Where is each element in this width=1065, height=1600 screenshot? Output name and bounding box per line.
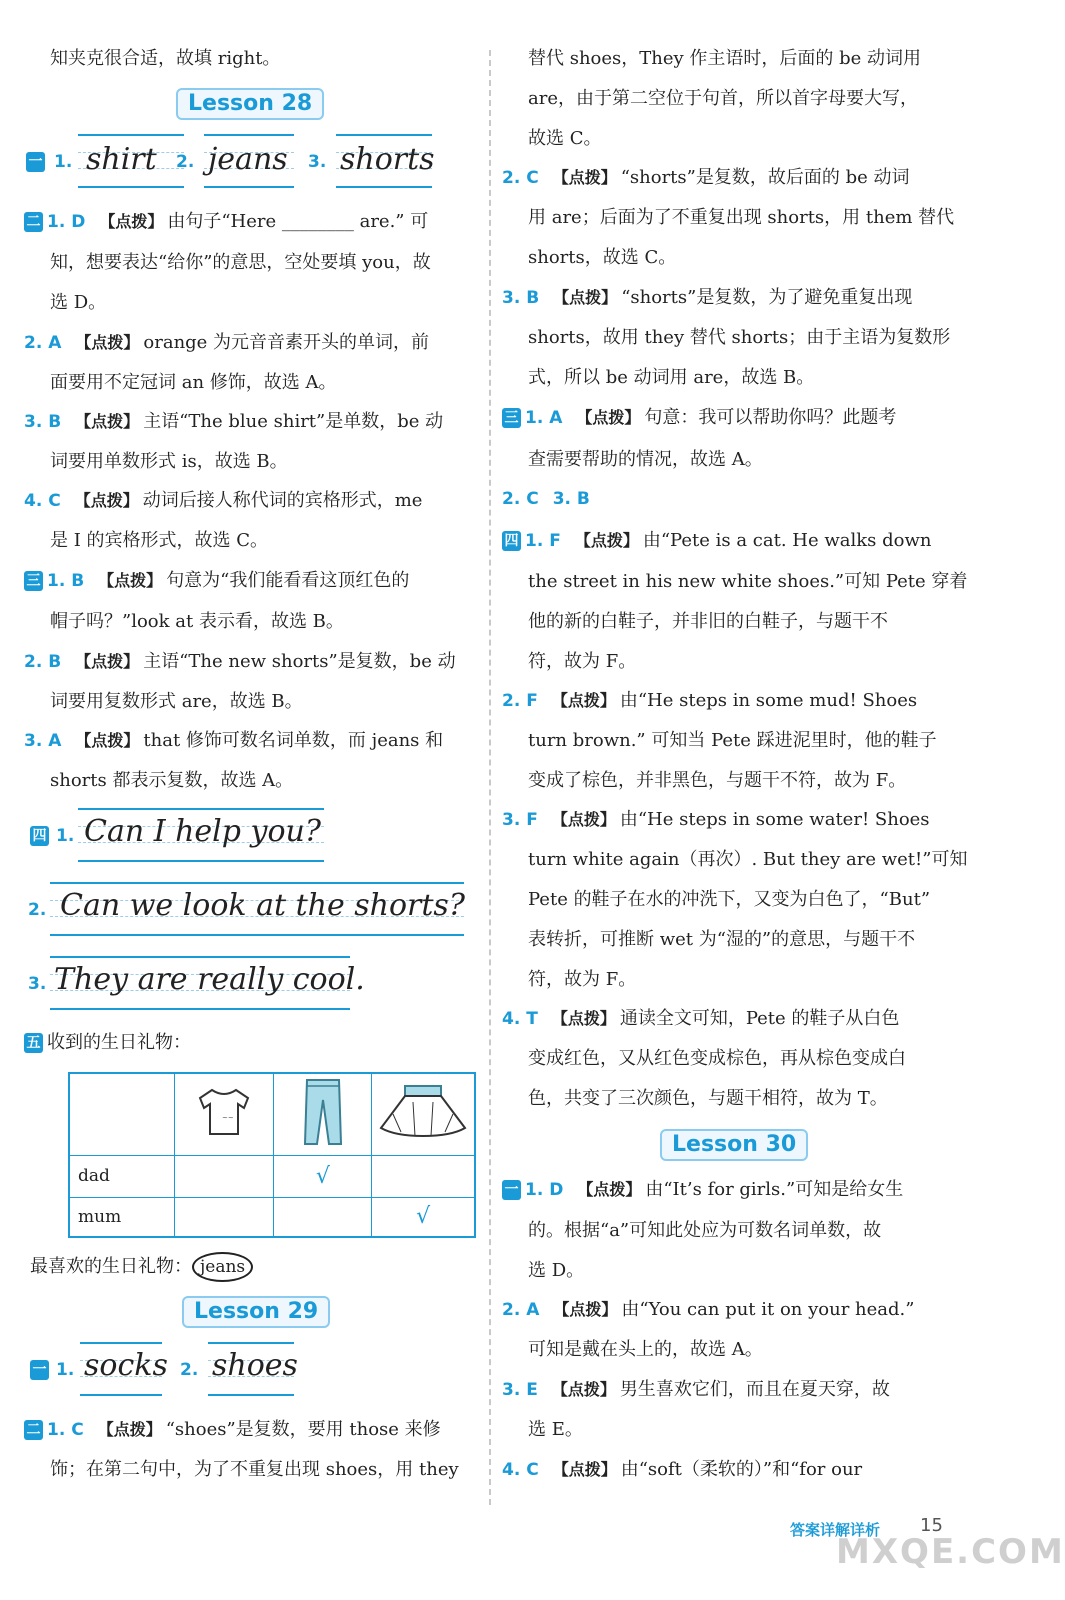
explanation-text: 由“It’s for girls.”可知是给女生	[645, 1179, 904, 1200]
lesson-28-title: Lesson 28	[176, 88, 324, 120]
explanation-line: 是 I 的宾格形式，故选 C。	[50, 530, 269, 551]
word-number: 2.	[176, 152, 195, 172]
explanation-line: turn white again（再次）. But they are wet!”可知	[528, 849, 968, 870]
explanation-line: 用 are；后面为了不重复出现 shorts，用 them 替代	[528, 207, 955, 228]
answer-line	[502, 689, 954, 713]
gift-table	[68, 1072, 476, 1238]
answer-key: 2. A	[24, 333, 62, 353]
answer-key: 1. D	[525, 1180, 564, 1200]
favorite-gift-line	[30, 1252, 476, 1282]
lesson-29-title: Lesson 29	[182, 1296, 330, 1328]
t-shirt-icon	[174, 1073, 274, 1155]
explanation-line: 查需要帮助的情况，故选 A。	[528, 449, 763, 470]
explanation-text: 动词后接人称代词的宾格形式，me	[142, 490, 423, 511]
answer-line	[502, 529, 954, 553]
table-row	[69, 1197, 475, 1237]
hint-label: 【点拨】	[75, 731, 140, 750]
row-label: dad	[69, 1155, 174, 1197]
jeans-icon	[274, 1073, 372, 1155]
section-badge-4: 四	[30, 826, 49, 846]
row-label: mum	[69, 1197, 174, 1237]
explanation-line: the street in his new white shoes.”可知 Pete 穿着	[528, 571, 968, 592]
section-badge-5: 五	[24, 1033, 43, 1053]
check-cell	[372, 1155, 475, 1197]
hint-label: 【点拨】	[98, 571, 163, 590]
word-number: 2.	[180, 1360, 199, 1380]
section-title: 收到的生日礼物：	[47, 1032, 191, 1053]
handwritten-sentence: Can we look at the shorts?	[60, 888, 465, 923]
hint-label: 【点拨】	[74, 491, 139, 510]
hint-label: 【点拨】	[75, 652, 140, 671]
explanation-line: 替代 shoes，They 作主语时，后面的 be 动词用	[528, 48, 922, 69]
answer-key: 2. C	[502, 168, 539, 188]
answer-line	[24, 210, 476, 234]
hint-label: 【点拨】	[552, 168, 617, 187]
explanation-line: are，由于第二空位于句首，所以首字母要大写，	[528, 88, 918, 109]
explanation-text: “shoes”是复数，要用 those 来修	[165, 1419, 441, 1440]
hint-label: 【点拨】	[75, 412, 140, 431]
check-cell	[274, 1197, 372, 1237]
section-badge-3: 三	[24, 571, 43, 591]
hint-label: 【点拨】	[576, 408, 641, 427]
explanation-line: 的。根据“a”可知此处应为可数名词单数，故	[528, 1220, 882, 1241]
answer-key: 1. A	[525, 408, 563, 428]
section-badge-1: 一	[30, 1360, 49, 1380]
answer-line	[502, 1458, 954, 1482]
answer-line	[24, 650, 476, 674]
explanation-text: “shorts”是复数，故后面的 be 动词	[620, 167, 910, 188]
answer-key: 3. A	[24, 731, 62, 751]
explanation-text: 主语“The new shorts”是复数，be 动	[143, 651, 456, 672]
check-cell: √	[372, 1197, 475, 1237]
handwritten-word: jeans	[208, 142, 288, 177]
answer-line	[24, 489, 476, 513]
handwritten-sentence: Can I help you?	[84, 814, 321, 849]
explanation-line: 可知是戴在头上的，故选 A。	[528, 1339, 763, 1360]
explanation-line: 符，故为 F。	[528, 651, 637, 672]
favorite-label: 最喜欢的生日礼物：	[30, 1256, 192, 1277]
explanation-line: 选 D。	[50, 292, 107, 313]
answer-key: 3. E	[502, 1380, 538, 1400]
answer-key: 3. B	[24, 412, 62, 432]
explanation-text: 由“You can put it on your head.”	[621, 1299, 915, 1320]
explanation-text: 由“He steps in some water! Shoes	[619, 809, 930, 830]
hint-label: 【点拨】	[553, 1300, 618, 1319]
table-row	[69, 1155, 475, 1197]
intro-line: 知夹克很合适，故填 right。	[50, 48, 281, 69]
section-5-heading	[24, 1031, 476, 1055]
explanation-text: 通读全文可知，Pete 的鞋子从白色	[619, 1008, 900, 1029]
explanation-line: 表转折，可推断 wet 为“湿的”的意思，与题干不	[528, 929, 916, 950]
explanation-line: 变成红色，又从红色变成棕色，再从棕色变成白	[528, 1048, 906, 1069]
explanation-line: shorts，故用 they 替代 shorts；由于主语为复数形	[528, 327, 951, 348]
watermark: MXQE.COM	[836, 1532, 1065, 1572]
answer-line	[24, 331, 476, 355]
handwritten-word: socks	[84, 1348, 168, 1383]
explanation-line: 帽子吗？”look at 表示看，故选 B。	[50, 611, 344, 632]
answer-key: 2. C	[502, 489, 539, 509]
explanation-text: 男生喜欢它们，而且在夏天穿，故	[619, 1379, 890, 1400]
hint-label: 【点拨】	[99, 212, 164, 231]
check-cell	[174, 1197, 274, 1237]
answer-key: 4. C	[502, 1460, 539, 1480]
explanation-text: 句意：我可以帮助你吗？此题考	[644, 407, 897, 428]
skirt-icon	[372, 1073, 475, 1155]
answer-key: 3. F	[502, 810, 538, 830]
hint-label: 【点拨】	[551, 1009, 616, 1028]
explanation-text: “shorts”是复数，为了避免重复出现	[621, 287, 913, 308]
answer-key: 4. C	[24, 491, 61, 511]
answer-line	[24, 569, 476, 593]
hint-label: 【点拨】	[97, 1420, 162, 1439]
explanation-text: 由“soft（柔软的）”和“for our	[620, 1459, 863, 1480]
explanation-line: 色，共变了三次颜色，与题干相符，故为 T。	[528, 1088, 888, 1109]
explanation-text: 由句子“Here ________ are.” 可	[167, 211, 429, 232]
hint-label: 【点拨】	[551, 691, 616, 710]
answer-line	[502, 1298, 954, 1322]
answer-line	[502, 166, 954, 190]
answer-line	[24, 410, 476, 434]
explanation-text: that 修饰可数名词单数，而 jeans 和	[143, 730, 444, 751]
explanation-line: 故选 C。	[528, 128, 602, 149]
explanation-line: Pete 的鞋子在水的冲洗下，又变为白色了，“But”	[528, 889, 931, 910]
explanation-line: 词要用复数形式 are，故选 B。	[50, 691, 303, 712]
check-cell: √	[274, 1155, 372, 1197]
explanation-line: 他的新的白鞋子，并非旧的白鞋子，与题干不	[528, 611, 888, 632]
explanation-text: 由“He steps in some mud! Shoes	[619, 690, 918, 711]
explanation-line: 符，故为 F。	[528, 969, 637, 990]
explanation-text: orange 为元音音素开头的单词，前	[143, 332, 430, 353]
hint-label: 【点拨】	[553, 288, 618, 307]
hint-label: 【点拨】	[552, 1460, 617, 1479]
explanation-line: 式，所以 be 动词用 are，故选 B。	[528, 367, 815, 388]
section-badge-3: 三	[502, 408, 521, 428]
answer-key: 1. F	[525, 531, 561, 551]
answer-line	[502, 808, 954, 832]
page-number: 15	[920, 1515, 943, 1536]
hint-label: 【点拨】	[577, 1180, 642, 1199]
lesson-30-title: Lesson 30	[660, 1129, 808, 1161]
section-badge-4: 四	[502, 531, 521, 551]
hint-label: 【点拨】	[551, 1380, 616, 1399]
answer-key: 1. B	[47, 571, 85, 591]
table-header-row	[69, 1073, 475, 1155]
answer-key: 1. C	[47, 1420, 84, 1440]
explanation-text: 句意为“我们能看看这顶红色的	[166, 570, 410, 591]
section-badge-1: 一	[502, 1180, 521, 1200]
handwritten-word: shoes	[212, 1348, 298, 1383]
answer-line	[502, 487, 954, 511]
answer-line	[502, 1378, 954, 1402]
section-badge-1: 一	[26, 152, 45, 172]
section-badge-2: 二	[24, 1420, 43, 1440]
check-cell	[174, 1155, 274, 1197]
word-number: 1.	[56, 1360, 75, 1380]
hint-label: 【点拨】	[75, 333, 140, 352]
section-badge-2: 二	[24, 212, 43, 232]
explanation-line: 知，想要表达“给你”的意思，空处要填 you，故	[50, 252, 431, 273]
table-corner-cell	[69, 1073, 174, 1155]
answer-line	[502, 1007, 954, 1031]
explanation-line: 变成了棕色，并非黑色，与题干不符，故为 F。	[528, 770, 907, 791]
word-number: 3.	[308, 152, 327, 172]
explanation-text: 主语“The blue shirt”是单数，be 动	[143, 411, 444, 432]
answer-key: 2. B	[24, 652, 62, 672]
answer-line	[502, 286, 954, 310]
column-divider	[489, 50, 491, 1505]
sentence-number: 1.	[56, 826, 75, 846]
explanation-line: 饰；在第二句中，为了不重复出现 shoes，用 they	[50, 1459, 459, 1480]
hint-label: 【点拨】	[551, 810, 616, 829]
answer-key: 2. A	[502, 1300, 540, 1320]
handwritten-sentence: They are really cool.	[54, 962, 365, 997]
explanation-line: 选 D。	[528, 1260, 585, 1281]
answer-key: 3. B	[502, 288, 540, 308]
sentence-number: 3.	[28, 974, 47, 994]
explanation-line: 选 E。	[528, 1419, 583, 1440]
explanation-line: 词要用单数形式 is，故选 B。	[50, 451, 288, 472]
explanation-line: shorts 都表示复数，故选 A。	[50, 770, 294, 791]
explanation-text: 由“Pete is a cat. He walks down	[642, 530, 932, 551]
explanation-line: shorts，故选 C。	[528, 247, 677, 268]
footer-label: 答案详解详析	[790, 1521, 881, 1539]
answer-line	[24, 1418, 476, 1442]
word-number: 1.	[54, 152, 73, 172]
svg-text:~~: ~~	[222, 1113, 234, 1122]
handwritten-word: shorts	[340, 142, 435, 177]
answer-key: 3. B	[552, 489, 590, 509]
handwritten-word: shirt	[86, 142, 157, 177]
answer-line	[502, 406, 954, 430]
sentence-number: 2.	[28, 900, 47, 920]
answer-key: 1. D	[47, 212, 86, 232]
hint-label: 【点拨】	[574, 531, 639, 550]
answer-key: 2. F	[502, 691, 538, 711]
explanation-line: turn brown.” 可知当 Pete 踩进泥里时，他的鞋子	[528, 730, 937, 751]
favorite-answer: jeans	[192, 1252, 253, 1282]
explanation-line: 面要用不定冠词 an 修饰，故选 A。	[50, 372, 337, 393]
answer-line	[502, 1178, 954, 1202]
answer-key: 4. T	[502, 1009, 538, 1029]
answer-line	[24, 729, 476, 753]
